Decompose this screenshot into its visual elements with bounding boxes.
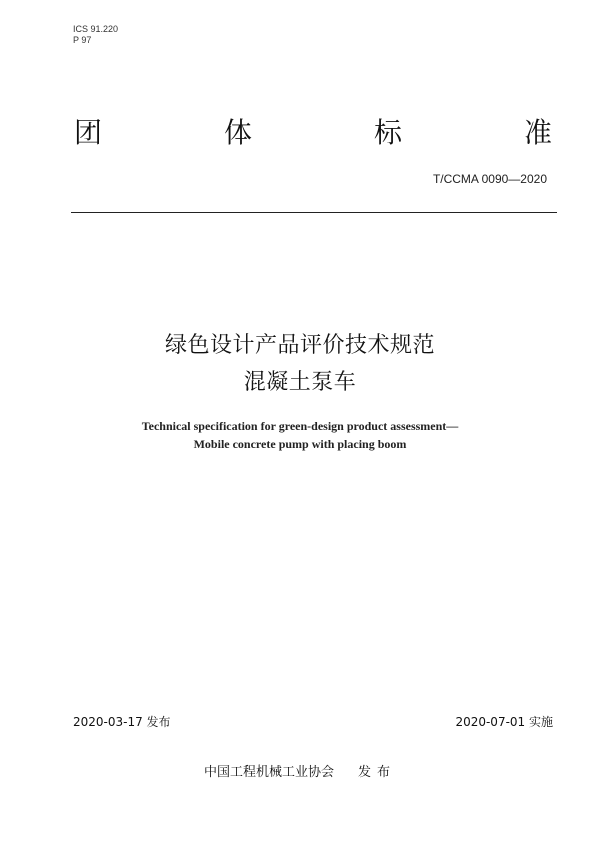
- ics-code: ICS 91.220: [73, 24, 119, 34]
- publisher-line: [0, 764, 600, 782]
- title-en-line-2: Mobile concrete pump with placing boom: [193, 437, 407, 451]
- standard-number: T/CCMA 0090—2020: [432, 172, 547, 186]
- standard-type-char: 团: [74, 116, 103, 149]
- classification-codes: [73, 24, 118, 46]
- issue-date: 2020-03-17 发布: [73, 715, 171, 729]
- publisher-action: 发布: [358, 765, 397, 780]
- publisher-name: 中国工程机械工业协会: [203, 765, 334, 780]
- standard-type-char: 标: [373, 116, 402, 149]
- header-divider: [71, 212, 557, 213]
- standard-type-char: 体: [223, 116, 252, 149]
- standard-type-heading: [74, 115, 552, 151]
- title-cn-line-2: 混凝土泵车: [243, 370, 357, 395]
- ccs-code: P 97: [73, 35, 92, 45]
- title-cn-line-1: 绿色设计产品评价技术规范: [164, 333, 435, 358]
- title-en-line-1: Technical specification for green-design product assessment—: [141, 419, 459, 433]
- standard-type-char: 准: [523, 116, 552, 149]
- implementation-date: 2020-07-01 实施: [455, 715, 553, 729]
